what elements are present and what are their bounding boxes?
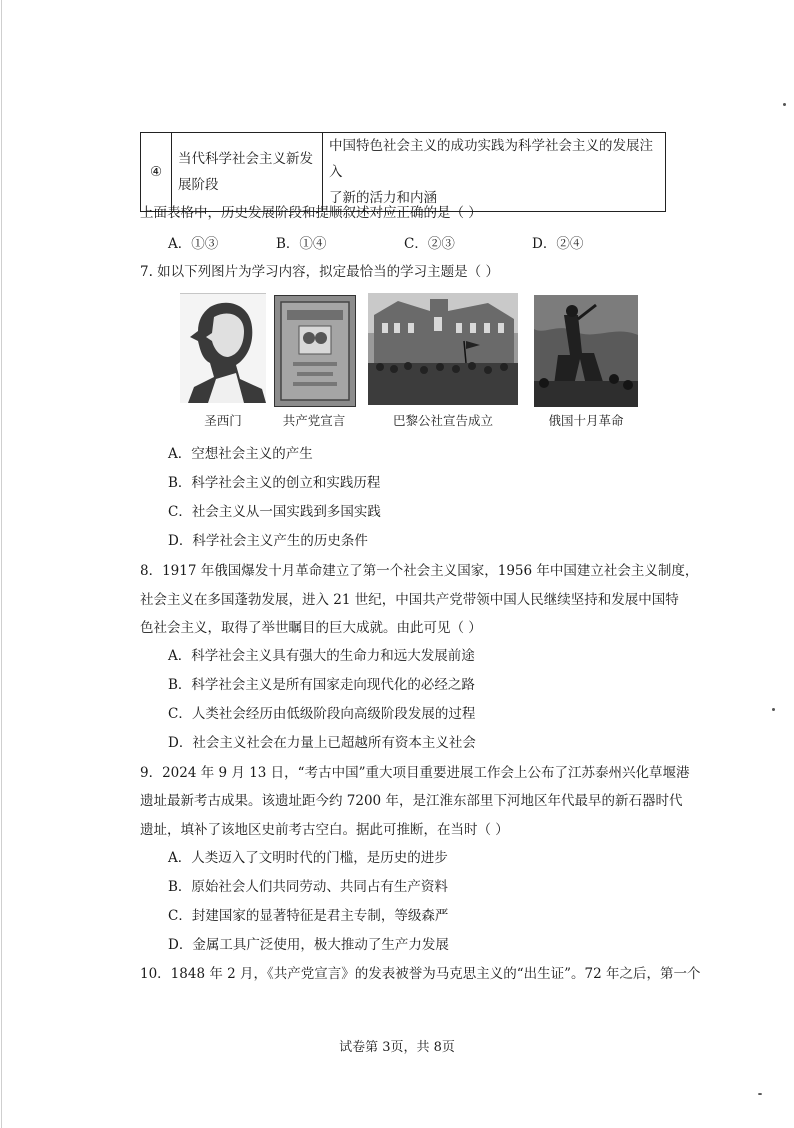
q7-option-d[interactable]: D．科学社会主义产生的历史条件 xyxy=(168,533,368,549)
q8-stem-line: 社会主义在多国蓬勃发展，进入 21 世纪，中国共产党带领中国人民继续坚持和发展中国特 xyxy=(140,592,679,608)
q9-option-d[interactable]: D．金属工具广泛使用，极大推动了生产力发展 xyxy=(168,937,449,953)
page-footer: 试卷第 3页，共 8页 xyxy=(339,1040,455,1055)
q6-option-d[interactable]: D．②④ xyxy=(532,236,584,252)
q8-option-a[interactable]: A．科学社会主义具有强大的生命力和远大发展前途 xyxy=(168,648,475,664)
q8-option-b[interactable]: B．科学社会主义是所有国家走向现代化的必经之路 xyxy=(168,677,475,693)
q9-option-a[interactable]: A．人类迈入了文明时代的门槛，是历史的进步 xyxy=(168,850,448,866)
q10-stem-line: 10．1848 年 2 月，《共产党宣言》的发表被誉为马克思主义的“出生证”。72 年之后，第一个 xyxy=(140,966,701,982)
q9-option-c[interactable]: C．封建国家的显著特征是君主专制，等级森严 xyxy=(168,908,449,924)
scan-edge xyxy=(1,0,2,1128)
stage-cell xyxy=(172,133,323,212)
image-caption: 巴黎公社宣告成立 xyxy=(392,413,493,428)
q6-stem: 上面表格中，历史发展阶段和提顺叙述对应正确的是（ ） xyxy=(140,205,482,221)
q9-stem-line: 遗址最新考古成果。该遗址距今约 7200 年，是江淮东部里下河地区年代最早的新石器时代 xyxy=(140,793,683,809)
q6-option-a[interactable]: A．①③ xyxy=(168,236,219,252)
desc-line: 了新的活力和内涵 xyxy=(329,190,437,206)
scan-speck xyxy=(758,1093,762,1095)
book-cover-icon xyxy=(274,295,356,407)
q6-option-c[interactable]: C．②③ xyxy=(404,236,455,252)
desc-line: 中国特色社会主义的成功实践为科学社会主义的发展注入 xyxy=(329,138,653,180)
q6-option-b[interactable]: B．①④ xyxy=(276,236,327,252)
q9-stem-line: 遗址，填补了该地区史前考古空白。据此可推断，在当时（ ） xyxy=(140,822,509,838)
q7-stem: 7. 如以下列图片为学习内容，拟定最恰当的学习主题是（ ） xyxy=(140,264,499,280)
description-cell xyxy=(323,133,666,212)
q8-option-c[interactable]: C．人类社会经历由低级阶段向高级阶段发展的过程 xyxy=(168,706,476,722)
stage-line: 当代科学社会主义新发 xyxy=(178,151,313,167)
crowd-scene-icon xyxy=(368,293,518,405)
stage-line: 展阶段 xyxy=(178,177,219,193)
q7-option-b[interactable]: B．科学社会主义的创立和实践历程 xyxy=(168,475,381,491)
image-caption: 俄国十月革命 xyxy=(548,413,624,428)
q8-stem-line: 色社会主义，取得了举世瞩目的巨大成就。由此可见（ ） xyxy=(140,620,482,636)
scan-speck xyxy=(783,103,786,106)
row-number: ④ xyxy=(141,133,172,212)
history-stage-table xyxy=(140,132,666,212)
q7-option-a[interactable]: A．空想社会主义的产生 xyxy=(168,446,313,462)
table-row xyxy=(141,133,666,212)
image-caption: 圣西门 xyxy=(204,413,242,428)
scan-speck xyxy=(772,708,775,711)
q8-option-d[interactable]: D．社会主义社会在力量上已超越所有资本主义社会 xyxy=(168,735,476,751)
q9-option-b[interactable]: B．原始社会人们共同劳动、共同占有生产资料 xyxy=(168,879,448,895)
q7-option-c[interactable]: C．社会主义从一国实践到多国实践 xyxy=(168,504,381,520)
q9-stem-line: 9．2024 年 9 月 13 日，“考古中国”重大项目重要进展工作会上公布了江苏泰州兴化草堰港 xyxy=(140,765,690,781)
portrait-engraving-icon xyxy=(180,293,266,403)
image-caption: 共产党宣言 xyxy=(282,413,346,428)
q8-stem-line: 8．1917 年俄国爆发十月革命建立了第一个社会主义国家，1956 年中国建立社会主义制度， xyxy=(140,563,699,579)
revolution-scene-icon xyxy=(534,295,638,407)
